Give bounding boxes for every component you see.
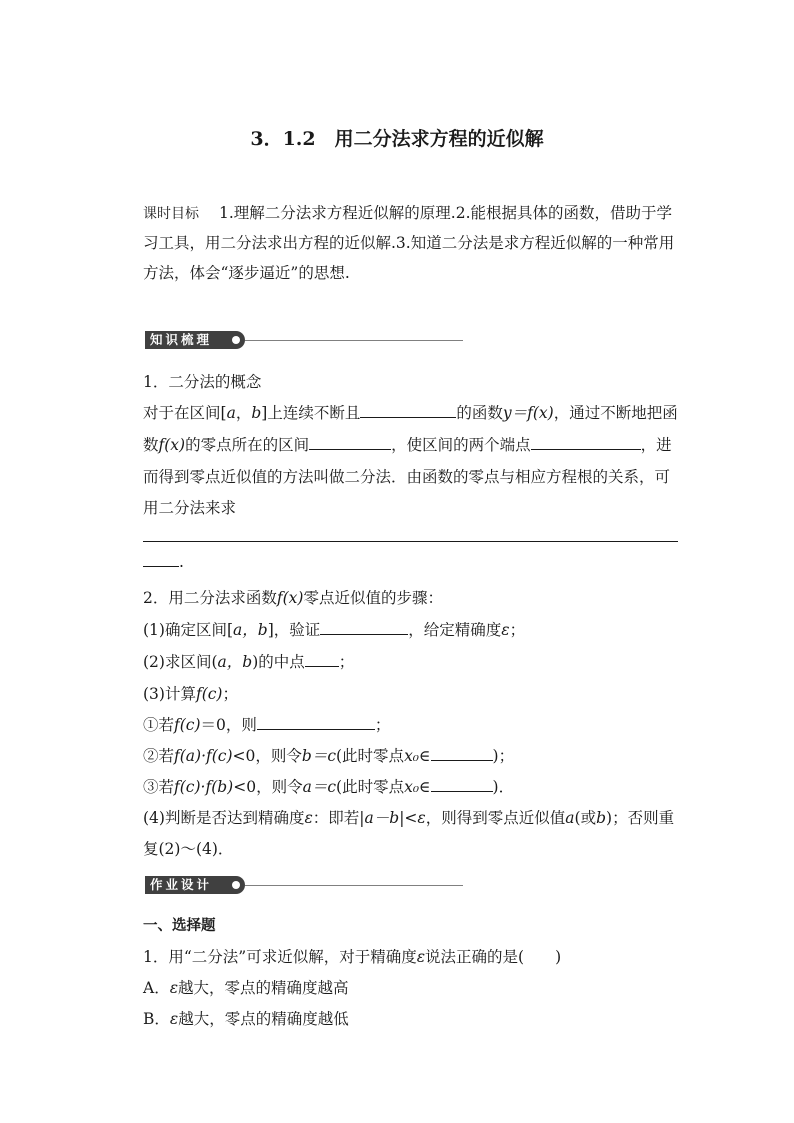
section-header-knowledge <box>145 331 245 349</box>
text: ，进 <box>640 436 672 454</box>
step-3 <box>143 682 238 704</box>
text: ]上连续不断且 <box>261 404 361 422</box>
assign: b＝c <box>301 747 336 765</box>
text: (或 <box>574 809 597 827</box>
text: 的函数 <box>456 404 503 422</box>
text: 数 <box>143 436 159 454</box>
step-2 <box>143 650 354 672</box>
epsilon: ε <box>304 809 313 827</box>
text: ∈ <box>419 778 431 796</box>
objectives-line-2: 习工具，用二分法求出方程的近似解.3.知道二分法是求方程近似解的一种常用 <box>143 234 675 252</box>
text: ， <box>235 404 252 422</box>
assign: a＝c <box>302 778 337 796</box>
case-3 <box>143 775 514 797</box>
fill-blank-long[interactable] <box>143 541 678 542</box>
objectives-text-1: 1.理解二分法求方程近似解的原理.2.能根据具体的函数，借助于学 <box>219 204 673 222</box>
expr: a－b <box>364 809 400 827</box>
text: )；否则重 <box>606 809 675 827</box>
epsilon: ε <box>169 1010 179 1028</box>
option-label: B． <box>143 1010 170 1028</box>
function-expr: y＝f(x) <box>502 404 554 422</box>
epsilon: ε <box>417 809 426 827</box>
function-expr: f(c)·f(b) <box>174 778 234 796</box>
text: ； <box>509 621 526 639</box>
var: a，b <box>233 621 268 639</box>
fill-blank[interactable] <box>309 435 391 450</box>
option-b[interactable] <box>143 1007 349 1029</box>
objectives-line-3: 方法，体会“逐步逼近”的思想. <box>143 264 350 282</box>
option-text: 越大，零点的精确度越低 <box>178 1010 349 1028</box>
case-1 <box>143 713 390 735</box>
option-a[interactable] <box>143 976 349 998</box>
var-a: a <box>565 809 575 827</box>
section-label: 知识梳理 <box>150 332 213 347</box>
text: )． <box>492 778 515 796</box>
fill-blank[interactable] <box>305 652 339 667</box>
exercise-heading: 一、选择题 <box>143 918 216 934</box>
fill-blank[interactable] <box>431 746 493 761</box>
objectives-line-1 <box>143 201 672 223</box>
text: 对于在区间[ <box>143 404 227 422</box>
text: (1)确定区间[ <box>143 621 234 639</box>
text: ，则得到零点近似值 <box>425 809 566 827</box>
function-expr: f(a)·f(c) <box>174 747 233 765</box>
option-text: 越大，零点的精确度越高 <box>178 979 349 997</box>
text: ，通过不断地把函 <box>553 404 678 422</box>
text: ]，验证 <box>267 621 321 639</box>
text: ； <box>374 716 391 734</box>
concept-heading: 1．二分法的概念 <box>143 373 262 391</box>
text: 的零点所在的区间 <box>185 436 310 454</box>
step-4-line-2: 复(2)～(4)． <box>143 840 234 858</box>
step-1 <box>143 618 525 640</box>
fill-blank[interactable] <box>257 715 375 730</box>
text: ； <box>338 653 355 671</box>
concept-line-4: 用二分法来求 <box>143 499 237 517</box>
text: )； <box>492 747 515 765</box>
text: ； <box>222 685 238 703</box>
var: a，b <box>217 653 253 671</box>
epsilon: ε <box>501 621 510 639</box>
text: (此时零点 <box>336 747 405 765</box>
function-expr: f(c) <box>174 716 201 734</box>
epsilon: ε <box>169 979 179 997</box>
bullet-dot-icon <box>232 336 240 344</box>
step-4 <box>143 806 674 828</box>
text: ∈ <box>419 747 431 765</box>
question-1 <box>143 945 561 967</box>
text: (此时零点 <box>336 778 405 796</box>
bullet-dot-icon <box>232 881 240 889</box>
section-label: 作业设计 <box>150 877 213 892</box>
steps-heading <box>143 586 443 608</box>
text: ，使区间的两个端点 <box>391 436 531 454</box>
text: ＝0，则 <box>200 716 257 734</box>
var-b: b <box>251 404 262 422</box>
text: 说法正确的是( ) <box>425 948 562 966</box>
fill-blank[interactable] <box>531 435 641 450</box>
case-2 <box>143 744 514 766</box>
text: 2．用二分法求函数 <box>143 589 277 607</box>
concept-line-5 <box>143 552 184 571</box>
text: . <box>179 553 184 571</box>
concept-line-3: 而得到零点近似值的方法叫做二分法．由函数的零点与相应方程根的关系，可 <box>143 468 671 486</box>
fill-blank[interactable] <box>360 403 456 418</box>
text: |< <box>399 809 418 827</box>
var-a: a <box>226 404 236 422</box>
function-expr: f(x) <box>158 436 186 454</box>
page-title: 3．1.2 用二分法求方程的近似解 <box>250 128 544 150</box>
var-b: b <box>596 809 607 827</box>
text: 1．用“二分法”可求近似解，对于精确度 <box>143 948 417 966</box>
epsilon: ε <box>416 948 426 966</box>
text: <0，则令 <box>233 778 303 796</box>
var-x0: x₀ <box>404 778 420 796</box>
fill-blank[interactable] <box>320 620 408 635</box>
fill-blank[interactable] <box>143 552 179 567</box>
section-divider <box>245 340 463 341</box>
text: ：即若| <box>312 809 365 827</box>
text: )的中点 <box>252 653 305 671</box>
fill-blank[interactable] <box>431 777 493 792</box>
objectives-label: 课时目标 <box>143 206 199 222</box>
concept-line-2 <box>143 433 672 455</box>
section-header-homework <box>145 876 245 894</box>
function-expr: f(x) <box>276 589 304 607</box>
text: <0，则令 <box>232 747 302 765</box>
text: ①若 <box>143 716 175 734</box>
concept-line-1 <box>143 401 678 423</box>
text: ②若 <box>143 747 175 765</box>
text: 零点近似值的步骤： <box>303 589 443 607</box>
text: (3)计算 <box>143 685 196 703</box>
text: ③若 <box>143 778 175 796</box>
var-x0: x₀ <box>404 747 420 765</box>
function-expr: f(c) <box>195 685 223 703</box>
text: ，给定精确度 <box>408 621 502 639</box>
text: (2)求区间( <box>143 653 218 671</box>
option-label: A． <box>143 979 170 997</box>
section-divider <box>245 885 463 886</box>
text: (4)判断是否达到精确度 <box>143 809 305 827</box>
